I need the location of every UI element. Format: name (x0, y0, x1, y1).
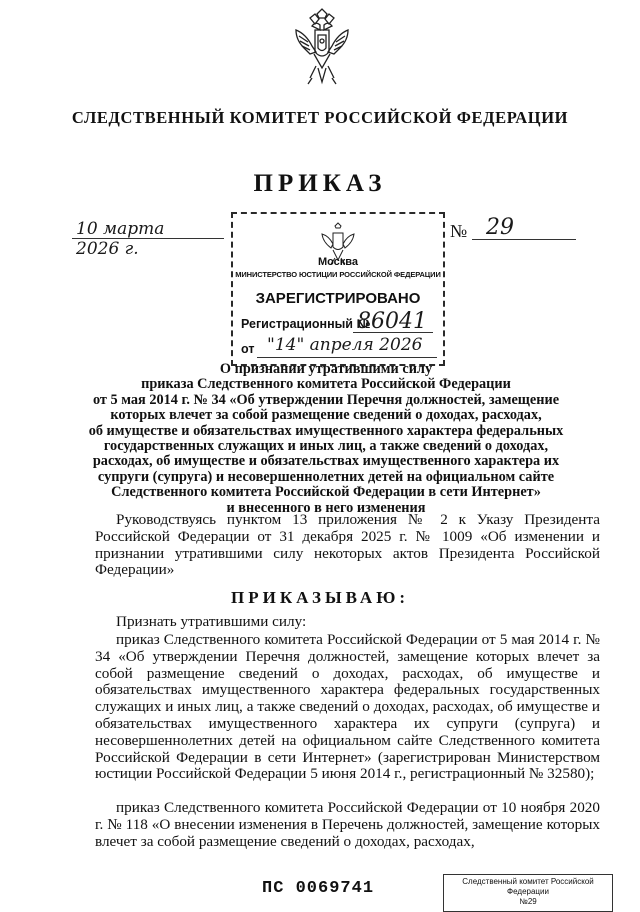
form-serial-code: ПС 0069741 (262, 879, 375, 898)
preamble-paragraph: Руководствуясь пунктом 13 приложения № 2 к Указу Президента Российской Федерации от 31 декабря 2025 г. № 1009 «Об изменении и признании утратившими силу некоторых актов Президента Российской Федерации» (95, 511, 600, 579)
stamp-registered: ЗАРЕГИСТРИРОВАНО (255, 290, 421, 307)
footer-box-line: Следственный комитет Российской (462, 877, 594, 886)
coat-of-arms-emblem (290, 8, 354, 92)
footer-registration-box (443, 874, 613, 912)
heading-line: расходах, об имуществе и обязательствах имущественного характера их (92, 453, 560, 470)
item-paragraph-2: приказ Следственного комитета Российской Федерации от 10 ноября 2020 г. № 118 «О внесении изменения в Перечень должностей, замещение которых влечет за собой размещение сведений о доходах, расходах, (95, 799, 600, 850)
stamp-reg-date: "14" апреля 2026 (267, 335, 423, 355)
document-type: ПРИКАЗ (253, 170, 387, 197)
heading-line: и внесенного в него изменения (226, 499, 426, 516)
order-heading (70, 362, 582, 516)
order-directive: ПРИКАЗЫВАЮ: (230, 588, 410, 607)
number-label: № (450, 221, 468, 241)
stamp-ministry: МИНИСТЕРСТВО ЮСТИЦИИ РОССИЙСКОЙ ФЕДЕРАЦИИ (235, 270, 441, 279)
heading-line: об имуществе и обязательствах имущественного характера федеральных (88, 422, 564, 439)
date-underline (72, 238, 224, 239)
organization-title: СЛЕДСТВЕННЫЙ КОМИТЕТ РОССИЙСКОЙ ФЕДЕРАЦИИ (71, 108, 569, 127)
stamp-reg-number: 86041 (357, 309, 427, 334)
heading-line: приказа Следственного комитета Российской Федерации (141, 376, 511, 393)
registration-stamp (231, 212, 445, 366)
heading-line: Следственного комитета Российской Федерации в сети Интернет» (111, 484, 541, 501)
stamp-regnum-underline (353, 332, 433, 333)
heading-line: О признании утратившими силу (219, 361, 433, 377)
heading-line: супруги (супруга) и несовершеннолетних детей на официальном сайте (97, 468, 555, 485)
intro-paragraph: Признать утратившими силу: (116, 613, 307, 630)
order-number-handwritten: 29 (486, 215, 514, 240)
number-underline (472, 239, 576, 240)
stamp-date-underline (257, 357, 437, 358)
footer-box-line: Федерации (507, 887, 549, 896)
stamp-reg-label: Регистрационный № (241, 317, 371, 331)
item-paragraph-1: приказ Следственного комитета Российской Федерации от 5 мая 2014 г. № 34 «Об утверждении Перечня должностей, замещение которых влечет за собой размещение сведений о доходах, расходах, об имуществе и обязательствах имущественного характера федеральных государственных служащих и иных лиц, а также сведений о доходах, расходах, об имуществе и обязательствах имущественного характера их супруги (супруга) и несовершеннолетних детей на официальном сайте Следственного комитета Российской Федерации в сети Интернет» (зарегистрирован Министерством юстиции Российской Федерации 5 июня 2014 г., регистрационный № 32580); (95, 631, 600, 783)
heading-line: которых влечет за собой размещение сведений о доходах, расходах, (110, 407, 542, 424)
order-date-handwritten: 10 марта 2026 г. (76, 219, 165, 259)
stamp-city: Москва (317, 256, 359, 268)
heading-line: от 5 мая 2014 г. № 34 «Об утверждении Перечня должностей, замещение (92, 391, 560, 408)
heading-line: государственных служащих и иных лиц, а также сведений о доходах, (103, 438, 549, 455)
footer-box-line: №29 (519, 897, 537, 906)
stamp-from-label: от (241, 342, 255, 356)
